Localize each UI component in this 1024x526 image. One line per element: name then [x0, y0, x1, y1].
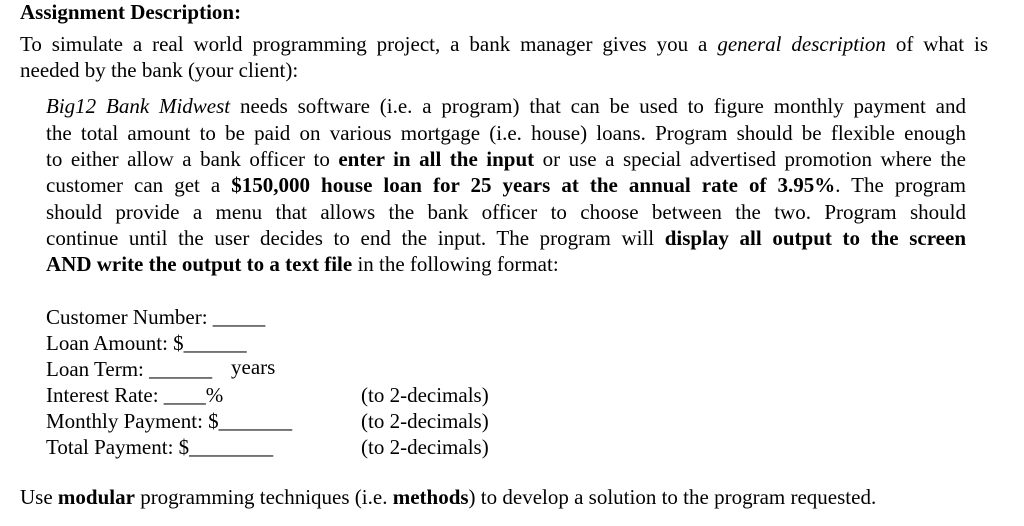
- text-run: or use a special advertised promotion where the: [534, 147, 966, 171]
- text-line: [46, 93, 966, 119]
- text-line: [46, 146, 966, 172]
- text-line: [20, 57, 298, 83]
- italic-text: general description: [717, 32, 886, 56]
- customer-number-line: Customer Number: _____: [46, 305, 266, 329]
- loan-term-unit: years: [231, 355, 276, 379]
- text-run: should provide a menu that allows the bank officer to choose between the two. Program should: [46, 200, 966, 224]
- text-run: continue until the user decides to end the input. The program will: [46, 226, 665, 250]
- text-run: needed by the bank (your client):: [20, 58, 299, 82]
- text-run: to either allow a bank officer to: [46, 147, 339, 171]
- bold-text: $150,000 house loan for 25 years at the annual rate of 3.95%: [231, 173, 836, 197]
- bold-text: modular: [57, 485, 135, 509]
- bold-text: display all output to the screen: [664, 226, 966, 250]
- text-run: ) to develop a solution to the program requested.: [468, 485, 877, 509]
- text-run: customer can get a: [46, 173, 232, 197]
- monthly-payment-line: Monthly Payment: $_______: [46, 409, 293, 433]
- text-run: programming techniques (i.e.: [134, 485, 393, 509]
- loan-term-line: Loan Term: ______: [46, 357, 213, 381]
- italic-text: Big12 Bank Midwest: [46, 94, 231, 118]
- text-run: . The program: [835, 173, 966, 197]
- text-run: needs software (i.e. a program) that can be used to figure monthly payment and: [230, 94, 966, 118]
- text-run: Use: [20, 485, 58, 509]
- text-line: [20, 31, 988, 57]
- total-payment-note: (to 2-decimals): [361, 435, 489, 459]
- bold-text: methods: [392, 485, 469, 509]
- bold-text: AND write the output to a text file: [46, 252, 353, 276]
- loan-amount-line: Loan Amount: $______: [46, 331, 247, 355]
- text-run: of what is: [885, 32, 988, 56]
- text-line: [20, 484, 876, 510]
- text-run: the total amount to be paid on various mortgage (i.e. house) loans. Program should be flexible enough: [46, 121, 966, 145]
- text-run: in the following format:: [352, 252, 559, 276]
- interest-rate-note: (to 2-decimals): [361, 383, 489, 407]
- text-line: [46, 199, 966, 225]
- interest-rate-line: Interest Rate: ____%: [46, 383, 224, 407]
- total-payment-line: Total Payment: $________: [46, 435, 274, 459]
- text-run: To simulate a real world programming project, a bank manager gives you a: [20, 32, 718, 56]
- text-line: [46, 251, 559, 277]
- section-title: Assignment Description:: [20, 0, 242, 24]
- bold-text: enter in all the input: [338, 147, 535, 171]
- monthly-payment-note: (to 2-decimals): [361, 409, 489, 433]
- text-line: [46, 225, 966, 251]
- text-line: [46, 172, 966, 198]
- text-line: [46, 120, 966, 146]
